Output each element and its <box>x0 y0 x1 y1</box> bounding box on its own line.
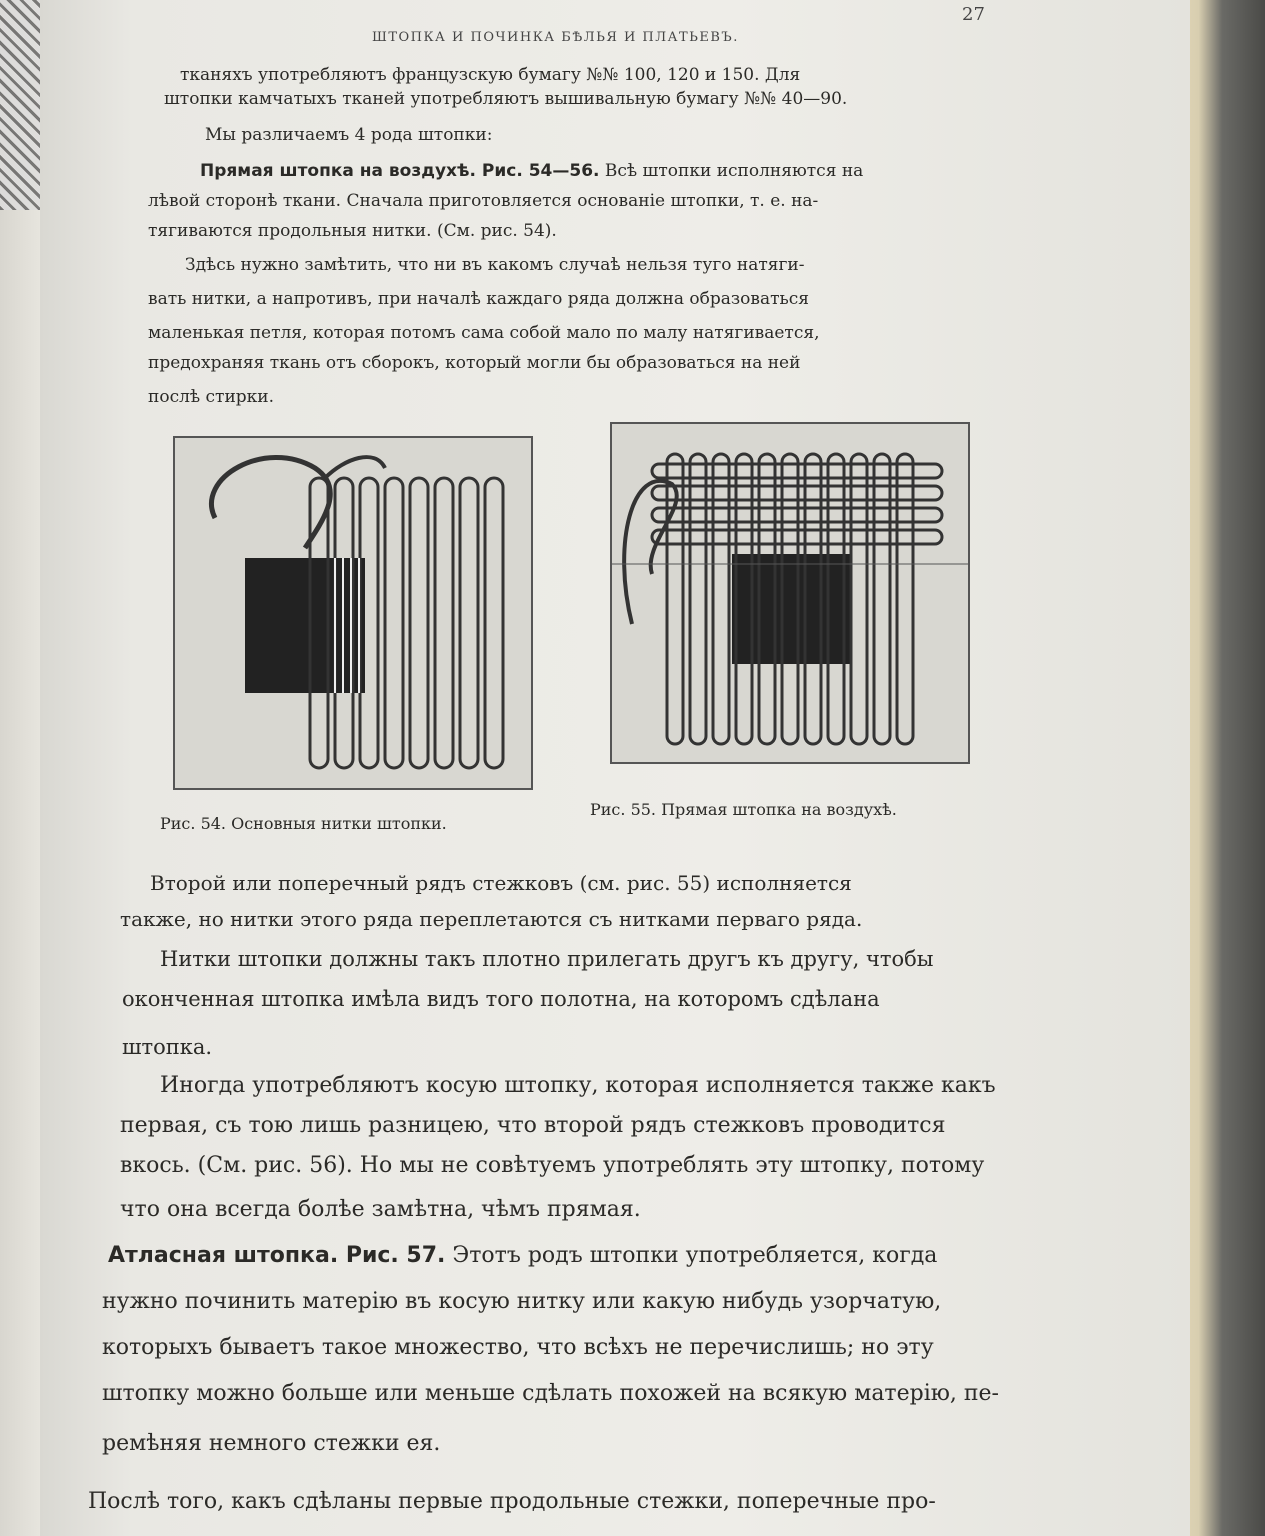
text-line: нужно починить матерію въ косую нитку или какую нибудь узорчатую, <box>102 1289 942 1314</box>
figure-54-caption: Рис. 54. Основныя нитки штопки. <box>160 814 447 833</box>
page-number: 27 <box>962 4 985 25</box>
text-line: Второй или поперечный рядъ стежковъ (см. рис. 55) исполняется <box>150 871 852 895</box>
text-line: лѣвой сторонѣ ткани. Сначала приготовляется основаніе штопки, т. е. на- <box>148 191 819 211</box>
text-line: тягиваются продольныя нитки. (См. рис. 54). <box>148 221 557 241</box>
section-text: Всѣ штопки исполняются на <box>604 161 864 181</box>
text-line: также, но нитки этого ряда переплетаются съ нитками перваго ряда. <box>120 907 863 931</box>
text-line: оконченная штопка имѣла видъ того полотна, на которомъ сдѣлана <box>122 987 880 1011</box>
text-line: что она всегда болѣе замѣтна, чѣмъ прямая. <box>120 1197 641 1222</box>
figure-55 <box>610 422 970 764</box>
text-line: вкось. (См. рис. 56). Но мы не совѣтуемъ употреблять эту штопку, потому <box>120 1153 985 1178</box>
text-line: штопки камчатыхъ тканей употребляютъ вышивальную бумагу №№ 40—90. <box>164 89 848 109</box>
text-line: штопка. <box>122 1035 213 1059</box>
section-line <box>108 1242 937 1270</box>
text-line: маленькая петля, которая потомъ сама собой мало по малу натягивается, <box>148 323 820 343</box>
section-line <box>200 160 863 182</box>
text-line: Послѣ того, какъ сдѣланы первые продольные стежки, поперечные про- <box>88 1489 936 1514</box>
text-line: штопку можно больше или меньше сдѣлать похожей на всякую матерію, пе- <box>102 1381 999 1406</box>
book-page <box>40 0 1190 1536</box>
text-line: послѣ стирки. <box>148 387 275 407</box>
section-text: Этотъ родъ штопки употребляется, когда <box>452 1243 938 1268</box>
text-line: Здѣсь нужно замѣтить, что ни въ какомъ случаѣ нельзя туго натяги- <box>185 255 805 275</box>
text-line: тканяхъ употребляютъ французскую бумагу №№ 100, 120 и 150. Для <box>180 65 801 85</box>
text-line: Иногда употребляютъ косую штопку, которая исполняется также какъ <box>160 1073 996 1098</box>
text-line: Нитки штопки должны такъ плотно прилегать другъ къ другу, чтобы <box>160 947 934 971</box>
text-line: которыхъ бываетъ такое множество, что всѣхъ не перечислишь; но эту <box>102 1335 934 1360</box>
running-head: ШТОПКА И ПОЧИНКА БѢЛЬЯ И ПЛАТЬЕВЪ. <box>372 30 739 45</box>
text-line: предохраняя ткань отъ сборокъ, который могли бы образоваться на ней <box>148 353 801 373</box>
figure-54-illustration <box>175 438 531 788</box>
figure-55-caption: Рис. 55. Прямая штопка на воздухѣ. <box>590 800 897 819</box>
text-line: Мы различаемъ 4 рода штопки: <box>205 125 493 145</box>
section-heading: Атласная штопка. Рис. 57. <box>108 1243 446 1268</box>
figure-55-illustration <box>612 424 968 762</box>
text-line: вать нитки, а напротивъ, при началѣ каждаго ряда должна образоваться <box>148 289 809 309</box>
section-heading: Прямая штопка на воздухѣ. Рис. 54—56. <box>200 161 600 181</box>
text-line: первая, съ тою лишь разницею, что второй рядъ стежковъ проводится <box>120 1113 946 1138</box>
text-line: ремѣняя немного стежки ея. <box>102 1431 441 1456</box>
figure-54 <box>173 436 533 790</box>
